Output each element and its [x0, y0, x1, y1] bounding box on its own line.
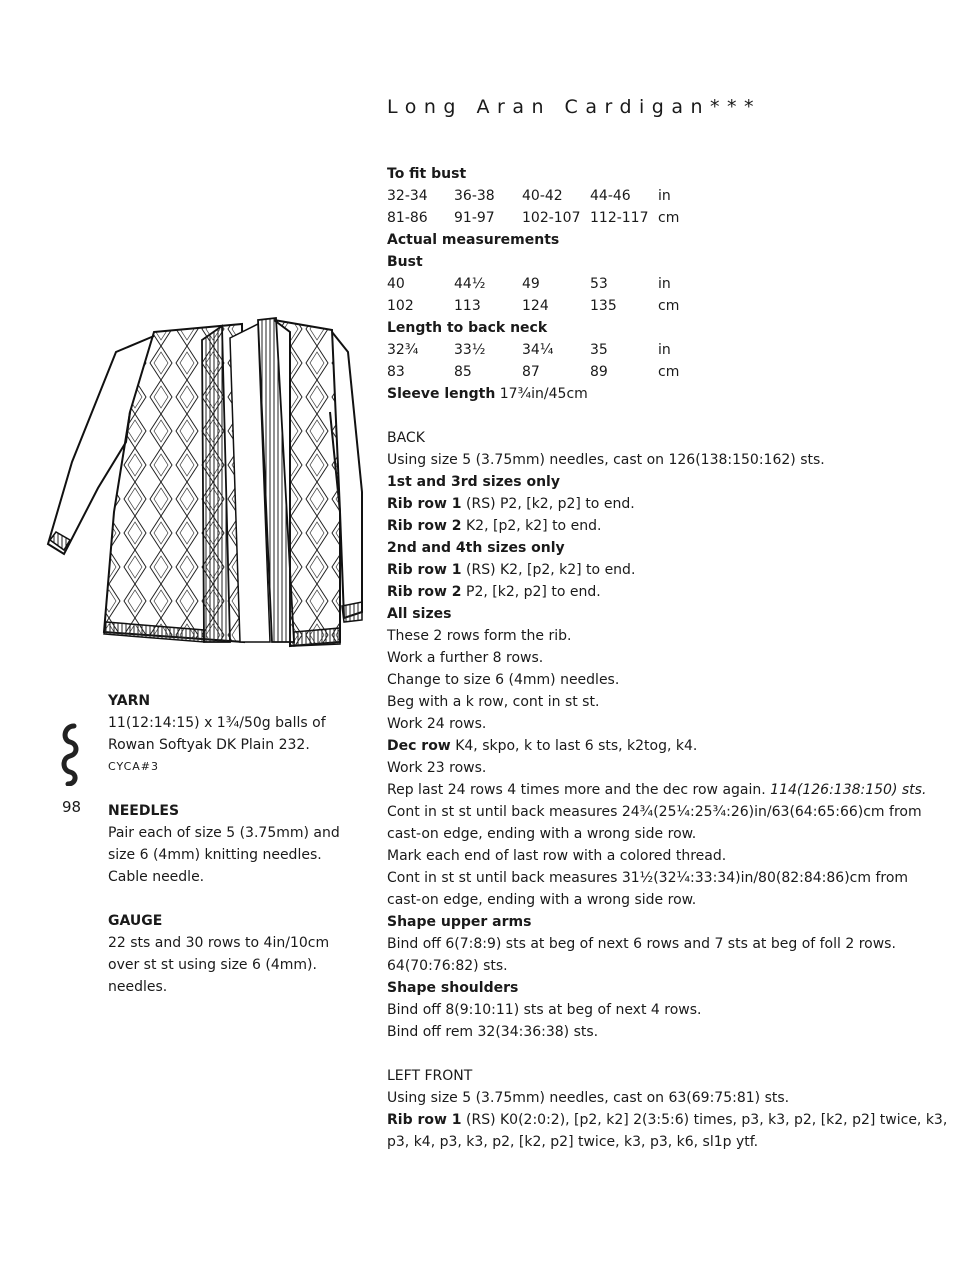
- pattern-main-column: [387, 163, 948, 1153]
- cell: 32¾: [387, 342, 419, 358]
- instruction-line: Using size 5 (3.75mm) needles, cast on 63(69:75:81) sts.: [387, 1090, 790, 1106]
- length-row-in: [387, 339, 679, 361]
- instruction-line: Beg with a k row, cont in st st.: [387, 694, 600, 710]
- cell: 44½: [454, 276, 486, 292]
- row-text: P2, [k2, p2] to end.: [466, 584, 601, 600]
- instruction-line: Cont in st st until back measures 24¾(25¼:25¾:26)in/63(64:65:66)cm from: [387, 804, 922, 820]
- instruction-line: [387, 1109, 948, 1131]
- page-number: 98: [62, 798, 82, 816]
- instruction-line: Cont in st st until back measures 31½(32¼:33:34)in/80(82:84:86)cm from: [387, 870, 909, 886]
- row-label: Rib row 1: [387, 1112, 462, 1128]
- row-label: Rib row 2: [387, 584, 462, 600]
- instruction-line: [387, 581, 939, 603]
- instruction-line: p3, k4, p3, k3, p2, [k2, p2] twice, k3, p3, k6, sl1p ytf.: [387, 1134, 759, 1150]
- cell-unit: cm: [658, 210, 680, 226]
- subheading: 2nd and 4th sizes only: [387, 540, 565, 556]
- gauge-line: over st st using size 6 (4mm).: [108, 957, 317, 973]
- bust-table: [387, 273, 679, 317]
- length-table: [387, 339, 679, 383]
- cell-unit: in: [658, 188, 671, 204]
- gauge-line: 22 sts and 30 rows to 4in/10cm: [108, 935, 330, 951]
- needles-section: [108, 800, 348, 888]
- subheading: All sizes: [387, 606, 452, 622]
- chain-link-icon: [60, 722, 82, 790]
- row-text: K4, skpo, k to last 6 sts, k2tog, k4.: [455, 738, 698, 754]
- cell-unit: cm: [658, 364, 680, 380]
- cell: 85: [454, 364, 472, 380]
- instruction-line: Bind off 6(7:8:9) sts at beg of next 6 rows and 7 sts at beg of foll 2 rows.: [387, 936, 896, 952]
- cell: 36-38: [454, 188, 495, 204]
- cell: 87: [522, 364, 540, 380]
- yarn-heading: YARN: [108, 693, 151, 709]
- yarn-section: [108, 690, 348, 778]
- fit-row-cm: [387, 207, 679, 229]
- instruction-line: [387, 559, 939, 581]
- length-heading: Length to back neck: [387, 320, 548, 336]
- cell: 112-117: [590, 210, 649, 226]
- row-text: (RS) K0(2:0:2), [p2, k2] 2(3:5:6) times, p3, k3, p2, [k2, p2] twice, k3,: [466, 1112, 948, 1128]
- cell: 44-46: [590, 188, 631, 204]
- left-front-heading: LEFT FRONT: [387, 1068, 473, 1084]
- cell: 135: [590, 298, 617, 314]
- sleeve-value: 17¾in/45cm: [499, 386, 588, 402]
- cell: 124: [522, 298, 549, 314]
- subheading: 1st and 3rd sizes only: [387, 474, 560, 490]
- cell: 102-107: [522, 210, 581, 226]
- cell: 40-42: [522, 188, 563, 204]
- row-text: (RS) K2, [p2, k2] to end.: [466, 562, 636, 578]
- instruction-line: Work 23 rows.: [387, 760, 487, 776]
- yarn-line: Rowan Softyak DK Plain 232.: [108, 737, 310, 753]
- needles-line: Cable needle.: [108, 869, 205, 885]
- row-label: Rib row 2: [387, 518, 462, 534]
- instruction-line: Work 24 rows.: [387, 716, 487, 732]
- gauge-heading: GAUGE: [108, 913, 163, 929]
- cell-unit: in: [658, 276, 671, 292]
- cell: 34¼: [522, 342, 554, 358]
- cardigan-illustration: [44, 312, 374, 676]
- instruction-line: Using size 5 (3.75mm) needles, cast on 126(138:150:162) sts.: [387, 452, 825, 468]
- bust-row-in: [387, 273, 679, 295]
- gauge-section: [108, 910, 348, 998]
- subheading: Shape shoulders: [387, 980, 519, 996]
- fit-row-in: [387, 185, 679, 207]
- actual-measurements-heading: Actual measurements: [387, 232, 560, 248]
- cell: 53: [590, 276, 608, 292]
- instruction-line: These 2 rows form the rib.: [387, 628, 572, 644]
- needles-line: Pair each of size 5 (3.75mm) and: [108, 825, 340, 841]
- yarn-line: 11(12:14:15) x 1¾/50g balls of: [108, 715, 326, 731]
- cell: 91-97: [454, 210, 495, 226]
- back-heading: BACK: [387, 430, 425, 446]
- length-row-cm: [387, 361, 679, 383]
- row-text: K2, [p2, k2] to end.: [466, 518, 602, 534]
- cell: 33½: [454, 342, 486, 358]
- instruction-line: Mark each end of last row with a colored thread.: [387, 848, 727, 864]
- sleeve-label: Sleeve length: [387, 386, 496, 402]
- row-label: Rib row 1: [387, 496, 462, 512]
- instruction-line: Bind off rem 32(34:36:38) sts.: [387, 1024, 599, 1040]
- subheading: Shape upper arms: [387, 914, 532, 930]
- bust-row-cm: [387, 295, 679, 317]
- row-label: Rib row 1: [387, 562, 462, 578]
- instruction-line: cast-on edge, ending with a wrong side row.: [387, 826, 697, 842]
- pattern-title: Long Aran Cardigan***: [387, 96, 762, 118]
- needles-heading: NEEDLES: [108, 803, 180, 819]
- bust-heading: Bust: [387, 254, 423, 270]
- cyca-label: CYCA#3: [108, 760, 160, 773]
- cell: 49: [522, 276, 540, 292]
- cell: 89: [590, 364, 608, 380]
- row-label: Dec row: [387, 738, 451, 754]
- needles-line: size 6 (4mm) knitting needles.: [108, 847, 322, 863]
- sleeve-length: [387, 383, 939, 405]
- cell: 35: [590, 342, 608, 358]
- fit-bust-heading: To fit bust: [387, 166, 467, 182]
- cell: 113: [454, 298, 481, 314]
- gauge-line: needles.: [108, 979, 168, 995]
- instruction-line: Bind off 8(9:10:11) sts at beg of next 4 rows.: [387, 1002, 702, 1018]
- cell: 32-34: [387, 188, 428, 204]
- cell-unit: in: [658, 342, 671, 358]
- row-text: Rep last 24 rows 4 times more and the dec row again.: [387, 782, 766, 798]
- instruction-line: [387, 779, 939, 801]
- cell-unit: cm: [658, 298, 680, 314]
- row-text: (RS) P2, [k2, p2] to end.: [466, 496, 635, 512]
- cell: 102: [387, 298, 414, 314]
- cell: 40: [387, 276, 405, 292]
- instruction-line: Work a further 8 rows.: [387, 650, 544, 666]
- instruction-line: 64(70:76:82) sts.: [387, 958, 508, 974]
- cell: 83: [387, 364, 405, 380]
- cell: 81-86: [387, 210, 428, 226]
- instruction-line: [387, 515, 939, 537]
- instruction-line: [387, 735, 939, 757]
- instruction-line: Change to size 6 (4mm) needles.: [387, 672, 620, 688]
- fit-bust-table: [387, 185, 679, 229]
- instruction-line: cast-on edge, ending with a wrong side row.: [387, 892, 697, 908]
- instruction-line: [387, 493, 939, 515]
- stitch-count: 114(126:138:150) sts.: [770, 782, 927, 798]
